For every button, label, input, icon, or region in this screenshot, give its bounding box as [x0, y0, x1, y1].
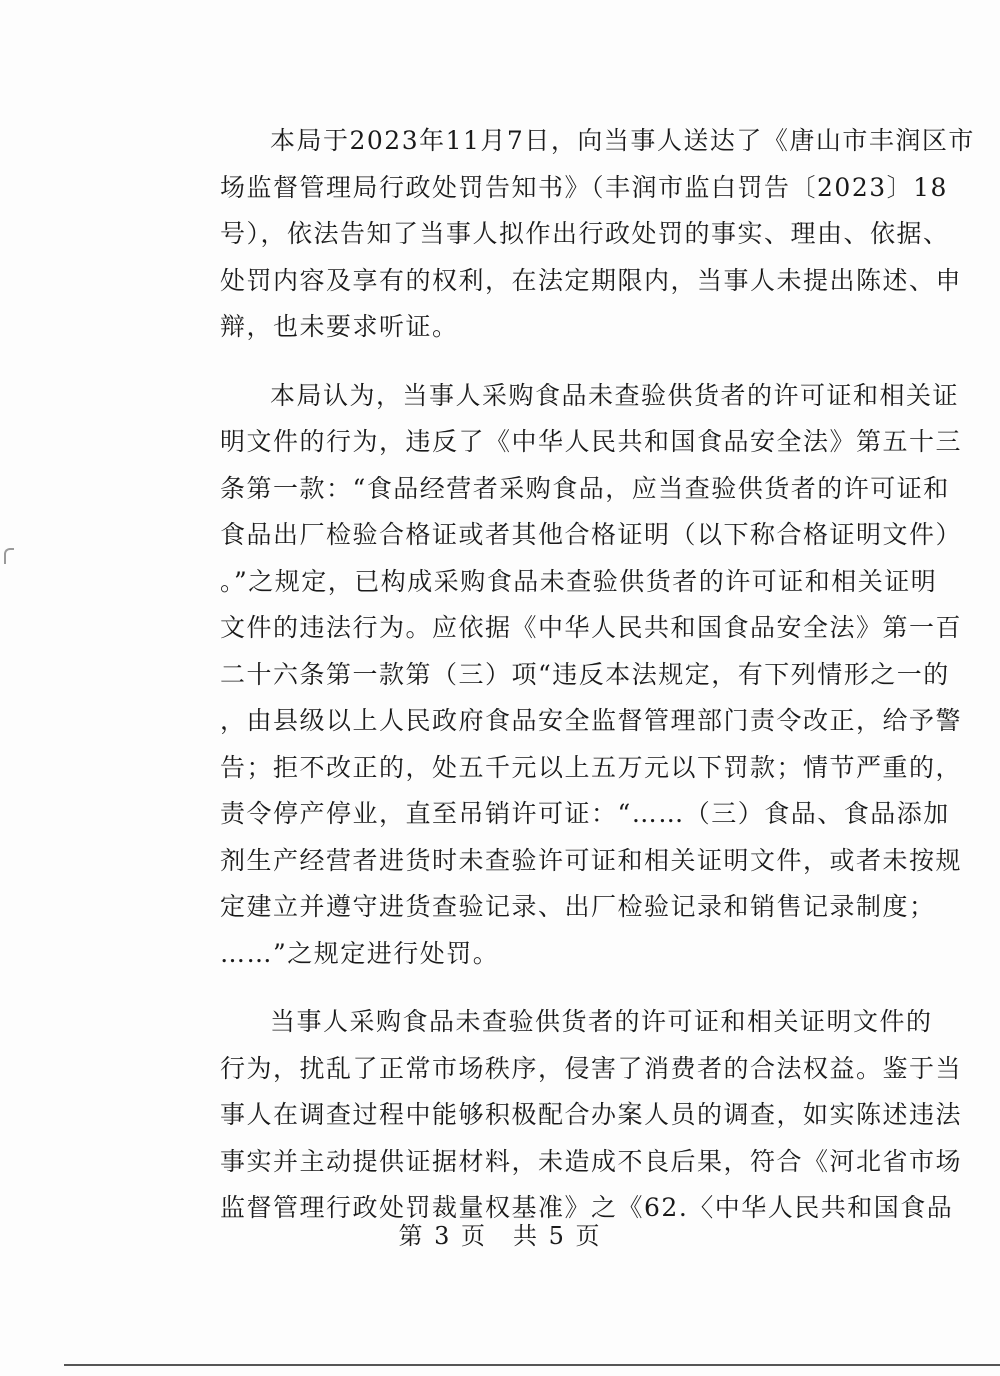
- text-line: 本局认为，当事人采购食品未查验供货者的许可证和相关证: [270, 380, 960, 410]
- text-line: 文件的违法行为。应依据《中华人民共和国食品安全法》第一百: [220, 613, 963, 642]
- text-line: ……”之规定进行处罚。: [220, 938, 500, 968]
- document-body: [220, 118, 975, 1232]
- text-line: 号），依法告知了当事人拟作出行政处罚的事实、理由、依据、: [220, 219, 950, 248]
- text-line: 事人在调查过程中能够积极配合办案人员的调查，如实陈述违法: [220, 1100, 963, 1129]
- text-line: 食品出厂检验合格证或者其他合格证明（以下称合格证明文件）: [220, 520, 963, 549]
- text-line: 行为，扰乱了正常市场秩序，侵害了消费者的合法权益。鉴于当: [220, 1053, 963, 1083]
- text-line: 。”之规定，已构成采购食品未查验供货者的许可证和相关证明: [220, 566, 938, 596]
- text-line: 二十六条第一款第（三）项“违反本法规定，有下列情形之一的: [220, 659, 950, 689]
- page-number-footer: 第 3 页 共 5 页: [398, 1222, 602, 1250]
- paragraph-3: [220, 999, 963, 1232]
- text-line: 定建立并遵守进货查验记录、出厂检验记录和销售记录制度；: [220, 892, 936, 921]
- text-line: 剂生产经营者进货时未查验许可证和相关证明文件，或者未按规: [220, 845, 963, 875]
- text-line: 条第一款：“食品经营者采购食品，应当查验供货者的许可证和: [220, 473, 950, 503]
- paragraph-2: [220, 373, 963, 978]
- text-line: 告；拒不改正的，处五千元以上五万元以下罚款；情节严重的，: [220, 752, 963, 782]
- text-line: 责令停产停业，直至吊销许可证：“……（三）食品、食品添加: [220, 799, 950, 828]
- paragraph-1: [220, 118, 975, 351]
- text-line: 辩，也未要求听证。: [220, 312, 459, 341]
- text-line: 场监督管理局行政处罚告知书》（丰润市监白罚告〔2023〕18: [220, 172, 948, 202]
- text-line: 明文件的行为，违反了《中华人民共和国食品安全法》第五十三: [220, 427, 963, 456]
- text-line: 本局于2023年11月7日，向当事人送达了《唐山市丰润区市: [270, 126, 975, 155]
- text-line: 事实并主动提供证据材料，未造成不良后果，符合《河北省市场: [220, 1146, 963, 1176]
- scan-artifact-mark: [4, 548, 14, 564]
- text-line: 监督管理行政处罚裁量权基准》之《62.〈中华人民共和国食品: [220, 1193, 954, 1222]
- text-line: 处罚内容及享有的权利，在法定期限内，当事人未提出陈述、申: [220, 265, 963, 295]
- text-line: 当事人采购食品未查验供货者的许可证和相关证明文件的: [270, 1007, 933, 1036]
- text-line: ，由县级以上人民政府食品安全监督管理部门责令改正，给予警: [220, 706, 963, 735]
- scan-edge-line: [64, 1364, 1000, 1366]
